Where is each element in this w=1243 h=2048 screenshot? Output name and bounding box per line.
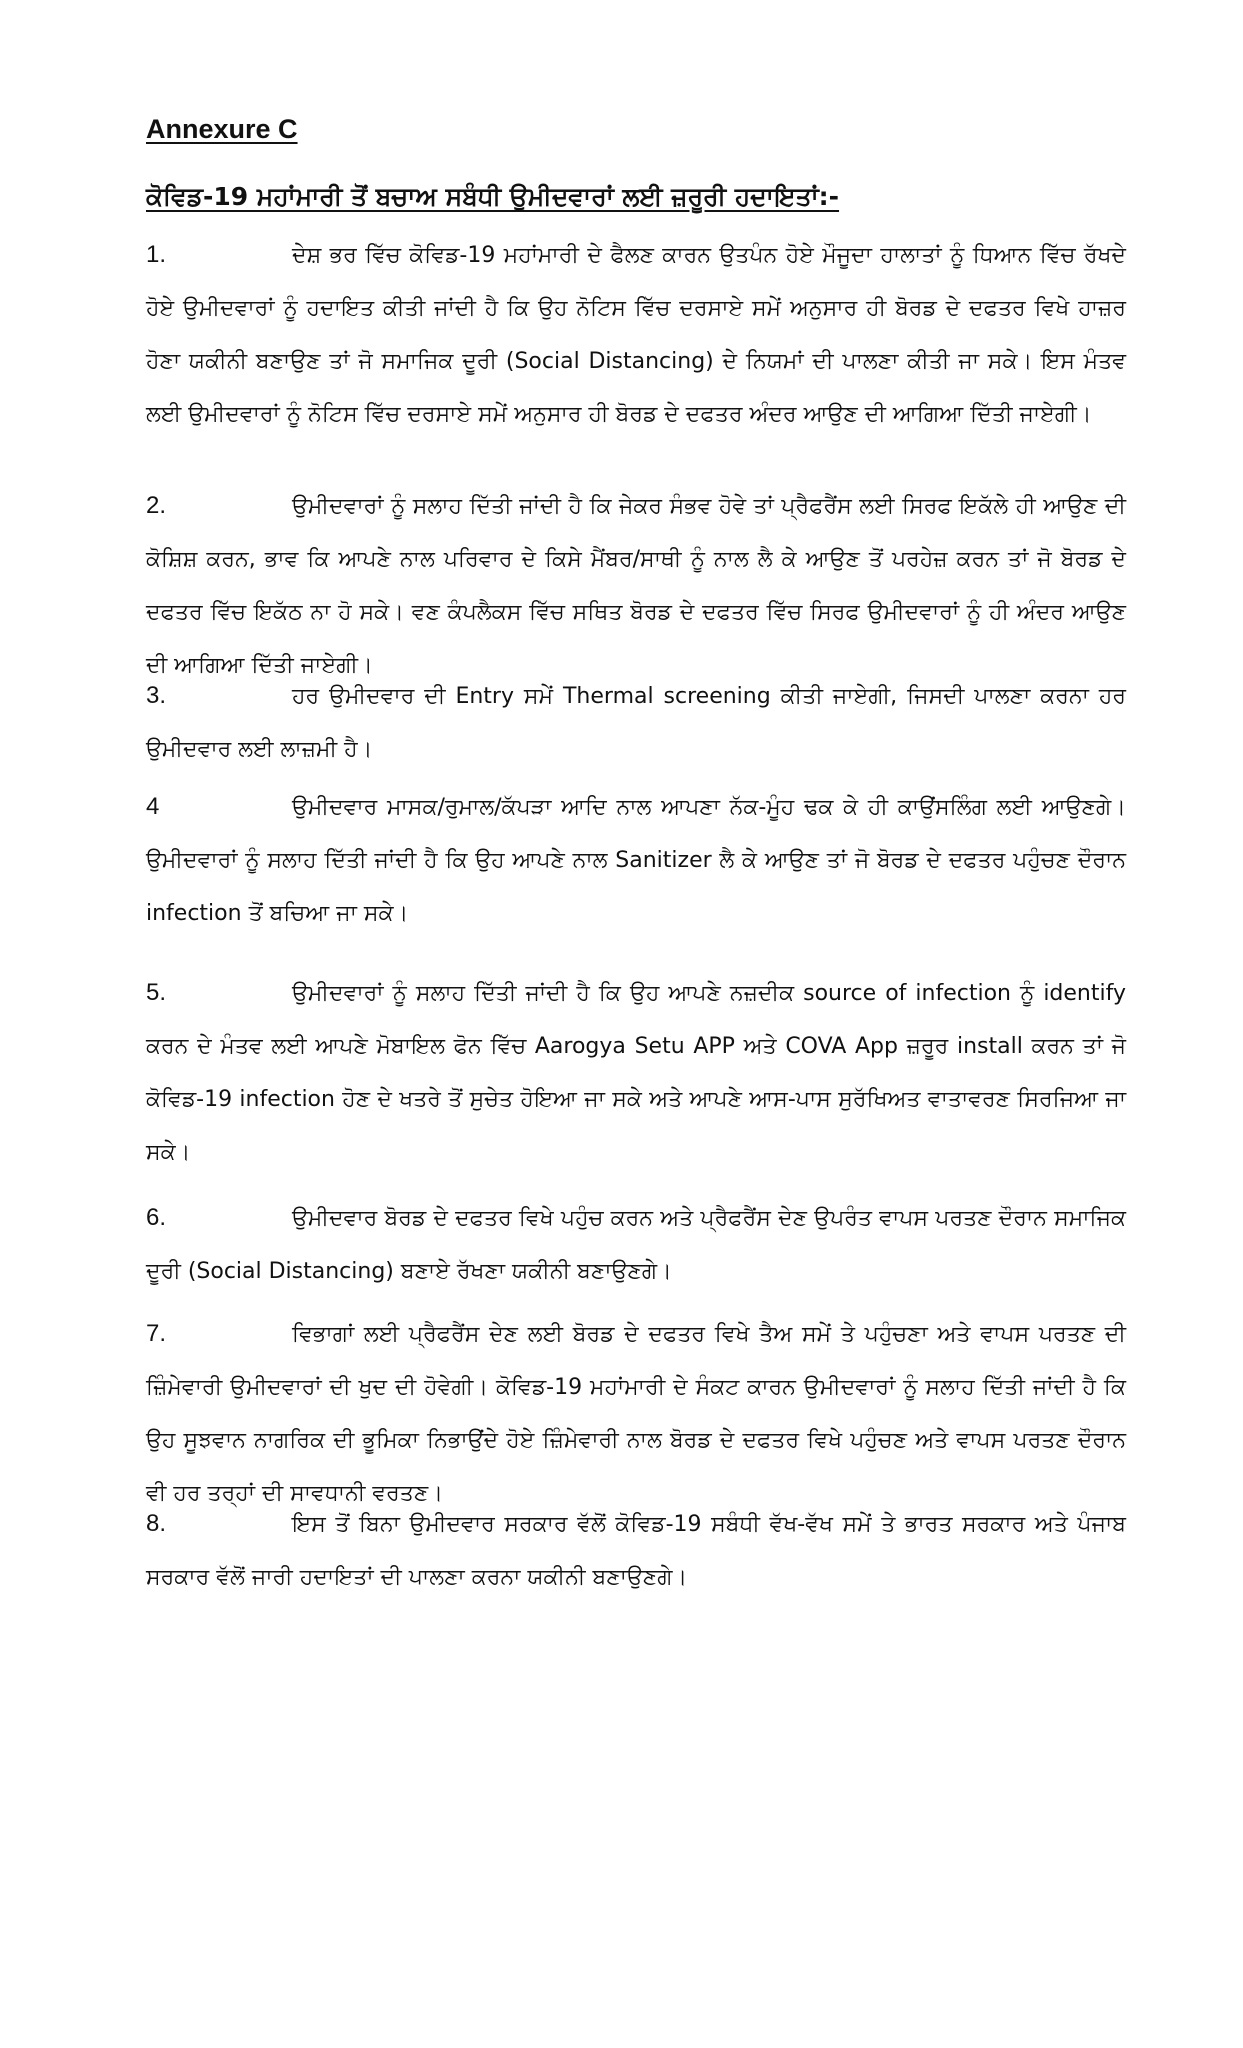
item-text: ਉਮੀਦਵਾਰ ਬੋਰਡ ਦੇ ਦਫਤਰ ਵਿਖੇ ਪਹੁੰਚ ਕਰਨ ਅਤੇ ਪ੍ਰੈਫਰੈਂਸ ਦੇਣ ਉਪਰੰਤ ਵਾਪਸ ਪਰਤਣ ਦੌਰਾਨ ਸਮਾਜਿਕ ਦੂਰੀ (Social Distancing) ਬਣਾਏ ਰੱਖਣਾ ਯਕੀਨੀ ਬਣਾਉਣਗੇ। [146, 1206, 1126, 1284]
item-text: ਹਰ ਉਮੀਦਵਾਰ ਦੀ Entry ਸਮੇਂ Thermal screening ਕੀਤੀ ਜਾਏਗੀ, ਜਿਸਦੀ ਪਾਲਣਾ ਕਰਨਾ ਹਰ ਉਮੀਦਵਾਰ ਲਈ ਲਾਜ਼ਮੀ ਹੈ। [146, 684, 1126, 762]
item-text: ਉਮੀਦਵਾਰ ਮਾਸਕ/ਰੁਮਾਲ/ਕੱਪੜਾ ਆਦਿ ਨਾਲ ਆਪਣਾ ਨੱਕ-ਮੂੰਹ ਢਕ ਕੇ ਹੀ ਕਾਉਂਸਲਿੰਗ ਲਈ ਆਉਣਗੇ। ਉਮੀਦਵਾਰਾਂ ਨੂੰ ਸਲਾਹ ਦਿੱਤੀ ਜਾਂਦੀ ਹੈ ਕਿ ਉਹ ਆਪਣੇ ਨਾਲ Sanitizer ਲੈ ਕੇ ਆਉਣ ਤਾਂ ਜੋ ਬੋਰਡ ਦੇ ਦਫਤਰ ਪਹੁੰਚਣ ਦੌਰਾਨ infection ਤੋਂ ਬਚਿਆ ਜਾ ਸਕੇ। [146, 795, 1126, 926]
instruction-item-1 [146, 228, 1126, 441]
instruction-item-4 [146, 780, 1126, 940]
item-text: ਇਸ ਤੋਂ ਬਿਨਾ ਉਮੀਦਵਾਰ ਸਰਕਾਰ ਵੱਲੋਂ ਕੋਵਿਡ-19 ਸਬੰਧੀ ਵੱਖ-ਵੱਖ ਸਮੇਂ ਤੇ ਭਾਰਤ ਸਰਕਾਰ ਅਤੇ ਪੰਜਾਬ ਸਰਕਾਰ ਵੱਲੋਂ ਜਾਰੀ ਹਦਾਇਤਾਂ ਦੀ ਪਾਲਣਾ ਕਰਨਾ ਯਕੀਨੀ ਬਣਾਉਣਗੇ। [146, 1512, 1126, 1590]
instruction-item-6 [146, 1191, 1126, 1298]
item-text: ਉਮੀਦਵਾਰਾਂ ਨੂੰ ਸਲਾਹ ਦਿੱਤੀ ਜਾਂਦੀ ਹੈ ਕਿ ਜੇਕਰ ਸੰਭਵ ਹੋਵੇ ਤਾਂ ਪ੍ਰੈਫਰੈਂਸ ਲਈ ਸਿਰਫ ਇਕੱਲੇ ਹੀ ਆਉਣ ਦੀ ਕੋਸ਼ਿਸ਼ ਕਰਨ, ਭਾਵ ਕਿ ਆਪਣੇ ਨਾਲ ਪਰਿਵਾਰ ਦੇ ਕਿਸੇ ਮੈਂਬਰ/ਸਾਥੀ ਨੂੰ ਨਾਲ ਲੈ ਕੇ ਆਉਣ ਤੋਂ ਪਰਹੇਜ਼ ਕਰਨ ਤਾਂ ਜੋ ਬੋਰਡ ਦੇ ਦਫਤਰ ਵਿੱਚ ਇਕੱਠ ਨਾ ਹੋ ਸਕੇ। ਵਣ ਕੰਪਲੈਕਸ ਵਿੱਚ ਸਥਿਤ ਬੋਰਡ ਦੇ ਦਫਤਰ ਵਿੱਚ ਸਿਰਫ ਉਮੀਦਵਾਰਾਂ ਨੂੰ ਹੀ ਅੰਦਰ ਆਉਣ ਦੀ ਆਗਿਆ ਦਿੱਤੀ ਜਾਏਗੀ। [146, 494, 1126, 678]
item-text: ਦੇਸ਼ ਭਰ ਵਿੱਚ ਕੋਵਿਡ-19 ਮਹਾਂਮਾਰੀ ਦੇ ਫੈਲਣ ਕਾਰਨ ਉਤਪੰਨ ਹੋਏ ਮੌਜੂਦਾ ਹਾਲਾਤਾਂ ਨੂੰ ਧਿਆਨ ਵਿੱਚ ਰੱਖਦੇ ਹੋਏ ਉਮੀਦਵਾਰਾਂ ਨੂੰ ਹਦਾਇਤ ਕੀਤੀ ਜਾਂਦੀ ਹੈ ਕਿ ਉਹ ਨੋਟਿਸ ਵਿੱਚ ਦਰਸਾਏ ਸਮੇਂ ਅਨੁਸਾਰ ਹੀ ਬੋਰਡ ਦੇ ਦਫਤਰ ਵਿਖੇ ਹਾਜ਼ਰ ਹੋਣਾ ਯਕੀਨੀ ਬਣਾਉਣ ਤਾਂ ਜੋ ਸਮਾਜਿਕ ਦੂਰੀ (Social Distancing) ਦੇ ਨਿਯਮਾਂ ਦੀ ਪਾਲਣਾ ਕੀਤੀ ਜਾ ਸਕੇ। ਇਸ ਮੰਤਵ ਲਈ ਉਮੀਦਵਾਰਾਂ ਨੂੰ ਨੋਟਿਸ ਵਿੱਚ ਦਰਸਾਏ ਸਮੇਂ ਅਨੁਸਾਰ ਹੀ ਬੋਰਡ ਦੇ ਦਫਤਰ ਅੰਦਰ ਆਉਣ ਦੀ ਆਗਿਆ ਦਿੱਤੀ ਜਾਏਗੀ। [146, 243, 1126, 427]
instruction-item-8 [146, 1497, 1126, 1604]
instruction-item-2 [146, 479, 1126, 692]
item-number: 3. [146, 682, 167, 709]
annexure-title: Annexure C [146, 114, 298, 144]
item-number: 5. [146, 979, 167, 1006]
instruction-item-3 [146, 669, 1126, 776]
item-number: 1. [146, 241, 167, 268]
item-number: 8. [146, 1510, 167, 1537]
item-number: 4 [146, 793, 160, 820]
instruction-item-7 [146, 1307, 1126, 1520]
instructions-heading: ਕੋਵਿਡ-19 ਮਹਾਂਮਾਰੀ ਤੋਂ ਬਚਾਅ ਸਬੰਧੀ ਉਮੀਦਵਾਰਾਂ ਲਈ ਜ਼ਰੂਰੀ ਹਦਾਇਤਾਂ:- [146, 182, 840, 211]
item-text: ਵਿਭਾਗਾਂ ਲਈ ਪ੍ਰੈਫਰੈਂਸ ਦੇਣ ਲਈ ਬੋਰਡ ਦੇ ਦਫਤਰ ਵਿਖੇ ਤੈਅ ਸਮੇਂ ਤੇ ਪਹੁੰਚਣਾ ਅਤੇ ਵਾਪਸ ਪਰਤਣ ਦੀ ਜ਼ਿੰਮੇਵਾਰੀ ਉਮੀਦਵਾਰਾਂ ਦੀ ਖੁਦ ਦੀ ਹੋਵੇਗੀ। ਕੋਵਿਡ-19 ਮਹਾਂਮਾਰੀ ਦੇ ਸੰਕਟ ਕਾਰਨ ਉਮੀਦਵਾਰਾਂ ਨੂੰ ਸਲਾਹ ਦਿੱਤੀ ਜਾਂਦੀ ਹੈ ਕਿ ਉਹ ਸੂਝਵਾਨ ਨਾਗਰਿਕ ਦੀ ਭੂਮਿਕਾ ਨਿਭਾਉਂਦੇ ਹੋਏ ਜ਼ਿੰਮੇਵਾਰੀ ਨਾਲ ਬੋਰਡ ਦੇ ਦਫਤਰ ਵਿਖੇ ਪਹੁੰਚਣ ਅਤੇ ਵਾਪਸ ਪਰਤਣ ਦੌਰਾਨ ਵੀ ਹਰ ਤਰ੍ਹਾਂ ਦੀ ਸਾਵਧਾਨੀ ਵਰਤਣ। [146, 1322, 1126, 1506]
item-text: ਉਮੀਦਵਾਰਾਂ ਨੂੰ ਸਲਾਹ ਦਿੱਤੀ ਜਾਂਦੀ ਹੈ ਕਿ ਉਹ ਆਪਣੇ ਨਜ਼ਦੀਕ source of infection ਨੂੰ identify ਕਰਨ ਦੇ ਮੰਤਵ ਲਈ ਆਪਣੇ ਮੋਬਾਇਲ ਫੋਨ ਵਿੱਚ Aarogya Setu APP ਅਤੇ COVA App ਜ਼ਰੂਰ install ਕਰਨ ਤਾਂ ਜੋ ਕੋਵਿਡ-19 infection ਹੋਣ ਦੇ ਖਤਰੇ ਤੋਂ ਸੁਚੇਤ ਹੋਇਆ ਜਾ ਸਕੇ ਅਤੇ ਆਪਣੇ ਆਸ-ਪਾਸ ਸੁਰੱਖਿਅਤ ਵਾਤਾਵਰਣ ਸਿਰਜਿਆ ਜਾ ਸਕੇ। [146, 981, 1126, 1165]
item-number: 7. [146, 1320, 167, 1347]
item-number: 2. [146, 492, 167, 519]
item-number: 6. [146, 1204, 167, 1231]
instruction-item-5 [146, 966, 1126, 1179]
